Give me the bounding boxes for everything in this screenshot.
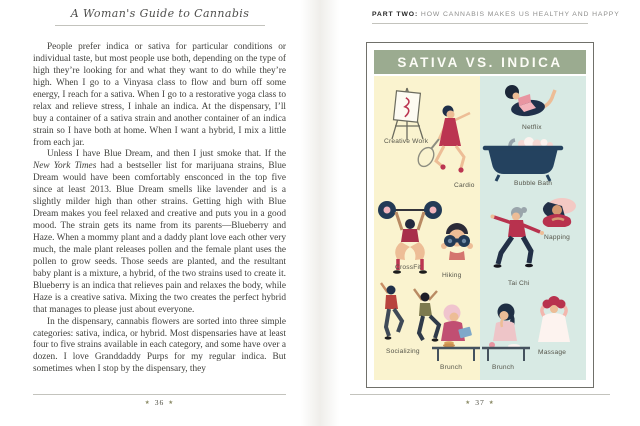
sativa-item-label: Hiking — [442, 272, 462, 279]
star-icon: ★ — [168, 400, 175, 406]
sativa-vs-indica-poster — [366, 42, 594, 388]
star-icon: ★ — [144, 400, 151, 406]
bubble-bath-tub-icon — [482, 136, 564, 182]
sativa-item-label: Creative Work — [384, 138, 429, 145]
sativa-item-label: Brunch — [440, 364, 463, 371]
indica-item-label: Tai Chi — [508, 280, 530, 287]
right-page-footer — [350, 394, 610, 407]
sativa-item-label: Socializing — [386, 348, 420, 355]
poster-columns — [374, 76, 586, 380]
body-text — [33, 42, 286, 376]
massage-icon — [532, 294, 576, 344]
paragraph — [33, 42, 286, 149]
indica-item-label: Brunch — [492, 364, 515, 371]
paragraph-2-italic-title: New York Times — [33, 161, 97, 172]
star-icon: ★ — [465, 400, 472, 406]
star-icon: ★ — [488, 400, 495, 406]
paragraph-2-text-before: Unless I have Blue Dream, and then I just smoke that. If the — [47, 149, 286, 160]
paragraph — [33, 149, 286, 316]
paragraph — [33, 317, 286, 377]
indica-item-label: Netflix — [522, 124, 542, 131]
right-running-head-title: HOW CANNABIS MAKES US HEALTHY AND HAPPY — [418, 11, 620, 18]
right-running-head-part: PART TWO: — [372, 11, 419, 18]
left-running-head-text: A Woman's Guide to Cannabis — [70, 7, 250, 20]
sativa-item-label: Cardio — [454, 182, 475, 189]
brunch-indica-icon — [482, 302, 532, 364]
poster-title: SATIVA VS. INDICA — [397, 55, 563, 70]
paragraph-2-text-after: had a bestseller list for marijuana strains, Blue Dream would have been comfortably ensconced in the top five since at least 2013. Blue Dream smells like lavender and is a slightly milder high than other strains. Getting high with Blue Dream makes you feel relaxed and creative and puts you in a good mood. The strain gets its name from its parents—Blueberry and Haze. When a mommy plant and a daddy plant love each other very much, the male plant releases pollen and the female plant uses the pollen to grow seeds. Those seeds are planted, and the resultant baby plant is a mixture, a hybrid, of the two strains used to create it. Blueberry is an indica that relieves pain and relaxes the body, while Haze is a creative sativa. Mixing the two creates the perfect hybrid that manages to please just about everyone. — [33, 161, 286, 315]
indica-item-label: Napping — [544, 234, 570, 241]
right-running-head — [372, 11, 620, 24]
indica-item-label: Bubble Bath — [514, 180, 553, 187]
right-page-number: 37 — [475, 398, 485, 407]
left-page-footer — [33, 394, 286, 407]
hiking-binoculars-icon — [438, 220, 476, 264]
left-page-number: 36 — [154, 398, 165, 407]
poster-banner — [374, 50, 586, 74]
paragraph-1-text: People prefer indica or sativa for particular conditions or individual taste, but most people use both, depending on the type of high they’re looking for and what they want to do while they’re high. When I go to a Vinyasa class to flow and burn off some energy, I reach for a sativa. When I go to a restorative yoga class to relax and relieve stress, I inhale an indica. At the dispensary, I’ll buy a container of a sativa strain and another container of an indica strain so I have both at home. When I want a hybrid, I mix a little from each jar. — [33, 42, 286, 148]
tai-chi-icon — [486, 204, 546, 270]
cardio-tennis-icon — [414, 102, 476, 180]
sativa-item-label: CrossFit — [395, 264, 422, 271]
right-page — [320, 0, 640, 426]
netflix-lounging-icon — [498, 82, 560, 120]
indica-item-label: Massage — [538, 349, 567, 356]
brunch-sativa-icon — [430, 302, 480, 364]
paragraph-3-text: In the dispensary, cannabis flowers are sorted into three simple categories: sativa, indica, or hybrid. Most dispensaries have at least four to five strains available in each category, and some have over a dozen. I love Granddaddy Purps for my regular indica. But sometimes when I stop by the dispensary, they — [33, 316, 286, 375]
indica-column — [480, 76, 586, 380]
left-running-head — [55, 7, 265, 26]
sativa-column — [374, 76, 480, 380]
